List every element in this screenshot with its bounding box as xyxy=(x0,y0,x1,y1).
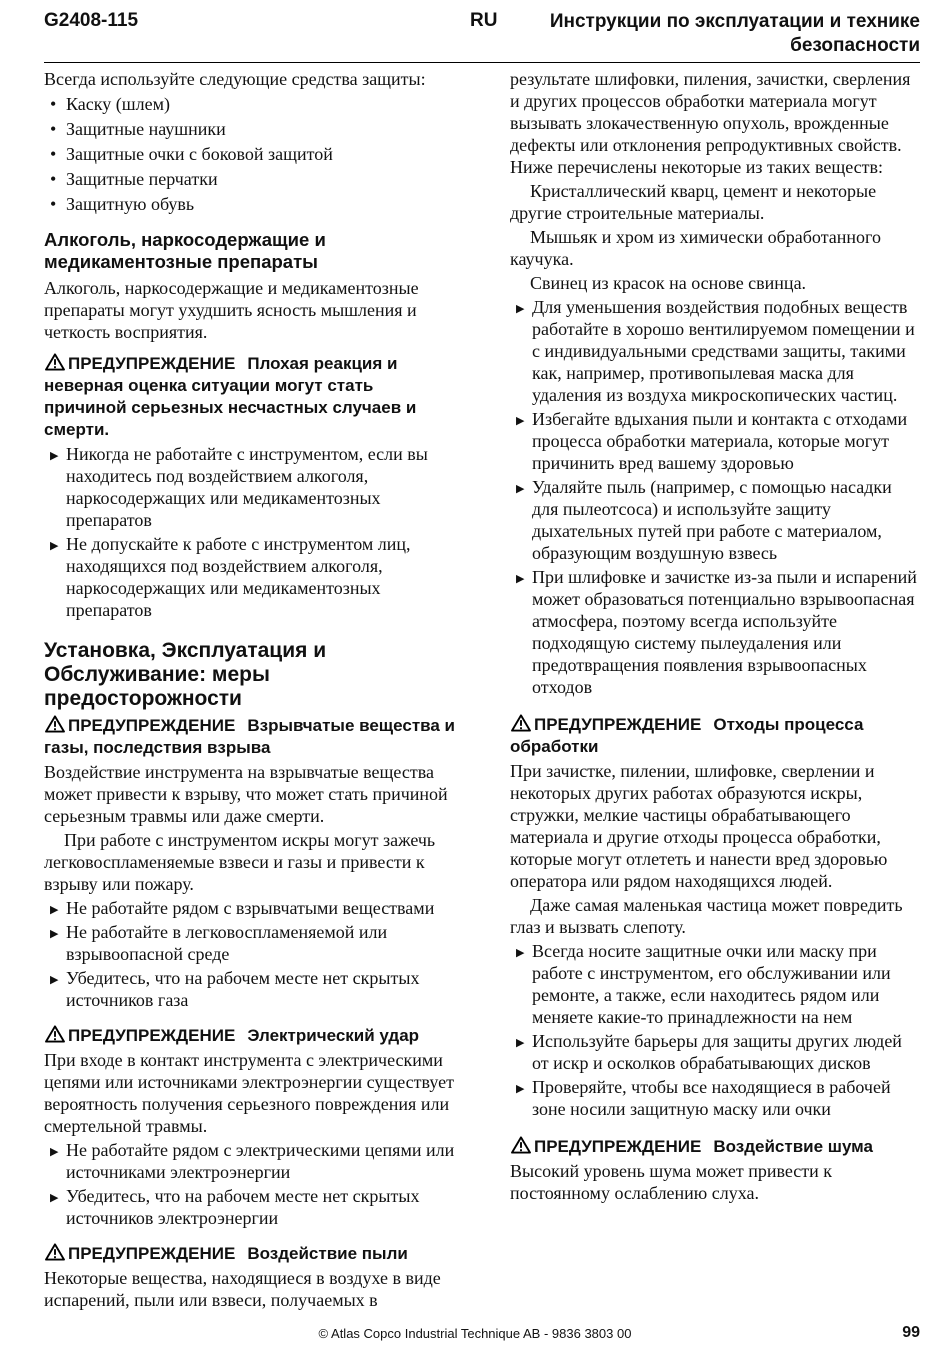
warning-triangle-icon xyxy=(44,1025,66,1043)
dust-list xyxy=(510,296,920,698)
dust-substance-3: Свинец из красок на основе свинца. xyxy=(530,273,807,293)
arrow-bullet-icon: ▶ xyxy=(516,415,525,427)
dust-substance-1: Кристаллический кварц, цемент и некоторые другие строительные материалы. xyxy=(510,181,877,223)
page-number: 99 xyxy=(902,1324,920,1341)
alcohol-list xyxy=(44,443,460,621)
warning-triangle-icon xyxy=(510,1136,532,1154)
warning-text: Электрический удар xyxy=(247,1026,420,1045)
arrow-bullet-icon: ▶ xyxy=(50,974,59,986)
list-item: ▶ Убедитесь, что на рабочем месте нет скрытых источников газа xyxy=(50,968,420,1010)
arrow-bullet-icon: ▶ xyxy=(50,540,59,552)
warning-word: ПРЕДУПРЕЖДЕНИЕ xyxy=(68,354,236,373)
warning-alcohol xyxy=(44,353,460,441)
section-heading-alcohol: Алкоголь, наркосодержащие и медикаментозные препараты xyxy=(44,229,326,272)
list-item: • Защитные очки с боковой защитой xyxy=(44,142,460,167)
warning-text: Взрывчатые вещества и газы, последствия взрыва xyxy=(44,716,456,757)
bullet-dot: • xyxy=(50,94,57,114)
dust-substance-2: Мышьяк и хром из химически обработанного каучука. xyxy=(510,227,881,269)
list-item: ▶ Используйте барьеры для защиты других людей от искр и осколков обрабатывающих дисков xyxy=(516,1031,902,1073)
alcohol-text: Алкоголь, наркосодержащие и медикаментозные препараты могут ухудшить ясность мышления и четкость восприятия. xyxy=(44,278,419,342)
waste-text-2: Даже самая маленькая частица может повредить глаз и вызвать слепоту. xyxy=(510,895,903,937)
warning-waste xyxy=(510,714,920,758)
warning-noise xyxy=(510,1136,920,1158)
list-item: ▶ Всегда носите защитные очки или маску при работе с инструментом, его обслуживании или ремонте, а также, если находитесь рядом или меняете какие-то принадлежности на нем xyxy=(516,941,891,1027)
list-item: ▶ Удаляйте пыль (например, с помощью насадки для пылеотсоса) и используйте защиту дыхательных путей при работе с материалом, образующим воздушную взвесь xyxy=(516,477,892,563)
warning-triangle-icon xyxy=(510,714,532,732)
left-column xyxy=(44,68,460,1313)
explosive-list xyxy=(44,897,460,1011)
arrow-bullet-icon: ▶ xyxy=(516,303,525,315)
list-item: ▶ Проверяйте, чтобы все находящиеся в рабочей зоне носили защитную маску или очки xyxy=(516,1077,891,1119)
list-item: • Защитные перчатки xyxy=(44,167,460,192)
bullet-dot: • xyxy=(50,144,57,164)
list-item: ▶ Не допускайте к работе с инструментом лиц, находящихся под воздействием алкоголя, наркосодержащих или медикаментозных препаратов xyxy=(50,534,411,620)
language-code: RU xyxy=(470,10,498,31)
page-title: Инструкции по эксплуатации и технике безопасности xyxy=(549,11,920,56)
arrow-bullet-icon: ▶ xyxy=(516,1083,525,1095)
electric-list xyxy=(44,1139,460,1229)
warning-word: ПРЕДУПРЕЖДЕНИЕ xyxy=(68,1244,236,1263)
warning-word: ПРЕДУПРЕЖДЕНИЕ xyxy=(534,1137,702,1156)
arrow-bullet-icon: ▶ xyxy=(50,904,59,916)
waste-list xyxy=(510,940,920,1120)
section-heading-install: Установка, Эксплуатация и Обслуживание: меры предосторожности xyxy=(44,639,327,710)
bullet-dot: • xyxy=(50,194,57,214)
footer-copyright: © Atlas Copco Industrial Technique AB - 9836 3803 00 xyxy=(318,1326,632,1341)
ppe-list xyxy=(44,92,460,217)
warning-text: Отходы процесса обработки xyxy=(510,715,864,756)
ppe-intro: Всегда используйте следующие средства защиты: xyxy=(44,69,426,89)
warning-triangle-icon xyxy=(44,715,66,733)
list-item: ▶ Не работайте рядом с взрывчатыми веществами xyxy=(44,897,460,919)
bullet-dot: • xyxy=(50,119,57,139)
arrow-bullet-icon: ▶ xyxy=(516,947,525,959)
warning-word: ПРЕДУПРЕЖДЕНИЕ xyxy=(68,1026,236,1045)
warning-triangle-icon xyxy=(44,353,66,371)
warning-explosive xyxy=(44,715,460,759)
warning-word: ПРЕДУПРЕЖДЕНИЕ xyxy=(68,716,236,735)
list-item: ▶ Не работайте рядом с электрическими цепями или источниками электроэнергии xyxy=(50,1140,455,1182)
list-item: ▶ Для уменьшения воздействия подобных веществ работайте в хорошо вентилируемом помещении и с индивидуальными средствами защиты, такими как, например, противопылевая маска для удаления из воздуха микроскопических частиц. xyxy=(516,297,915,405)
warning-electric xyxy=(44,1025,460,1047)
explosive-text-1: Воздействие инструмента на взрывчатые вещества может привести к взрыву, что может стать причиной серьезным травмы или даже смерти. xyxy=(44,762,448,826)
electric-text: При входе в контакт инструмента с электрическими цепями или источниками электроэнергии существует вероятность получения серьезного повреждения или смертельной травмы. xyxy=(44,1050,454,1136)
warning-word: ПРЕДУПРЕЖДЕНИЕ xyxy=(534,715,702,734)
list-item: ▶ Избегайте вдыхания пыли и контакта с отходами процесса обработки материала, которые могут причинить вред вашему здоровью xyxy=(516,409,908,473)
warning-dust xyxy=(44,1243,460,1265)
list-item: ▶ Не работайте в легковоспламеняемой или взрывоопасной среде xyxy=(50,922,388,964)
waste-text-1: При зачистке, пилении, шлифовке, сверлении и некоторых других работах образуются искры, стружки, мелкие частицы обрабатывающего материала и другие отходы процесса обработки, которые могут отлететь и нанести вред здоровью оператора или рядом находящихся людей. xyxy=(510,761,888,891)
dust-text-start: Некоторые вещества, находящиеся в воздухе в виде испарений, пыли или взвеси, получаемых в xyxy=(44,1268,441,1310)
warning-text: Воздействие пыли xyxy=(247,1244,408,1263)
bullet-dot: • xyxy=(50,169,57,189)
arrow-bullet-icon: ▶ xyxy=(50,450,59,462)
warning-triangle-icon xyxy=(44,1243,66,1261)
arrow-bullet-icon: ▶ xyxy=(50,1146,59,1158)
arrow-bullet-icon: ▶ xyxy=(50,1192,59,1204)
list-item: ▶ Никогда не работайте с инструментом, если вы находитесь под воздействием алкоголя, наркосодержащих или медикаментозных препаратов xyxy=(50,444,428,530)
warning-text: Плохая реакция и неверная оценка ситуации могут стать причиной серьезных несчастных случаев и смерти. xyxy=(44,354,417,439)
warning-text: Воздействие шума xyxy=(713,1137,873,1156)
list-item: • Каску (шлем) xyxy=(44,92,460,117)
list-item: • Защитную обувь xyxy=(44,192,460,217)
document-code: G2408-115 xyxy=(44,10,139,31)
list-item: • Защитные наушники xyxy=(44,117,460,142)
arrow-bullet-icon: ▶ xyxy=(516,483,525,495)
header-rule xyxy=(44,62,920,63)
list-item: ▶ Убедитесь, что на рабочем месте нет скрытых источников электроэнергии xyxy=(50,1186,420,1228)
arrow-bullet-icon: ▶ xyxy=(516,573,525,585)
noise-text: Высокий уровень шума может привести к постоянному ослаблению слуха. xyxy=(510,1161,833,1203)
dust-text-continued: результате шлифовки, пиления, зачистки, сверления и других процессов обработки материала могут вызывать злокачественную опухоль, врожденные дефекты или отклонения репродуктивных свойств. Ниже перечислены некоторые из таких веществ: xyxy=(510,69,911,177)
right-column xyxy=(510,68,920,1206)
arrow-bullet-icon: ▶ xyxy=(50,928,59,940)
list-item: ▶ При шлифовке и зачистке из-за пыли и испарений может образоваться потенциально взрывоопасная атмосфера, поэтому всегда используйте подходящую систему пылеудаления или предотвращения появления взрывоопасных отходов xyxy=(516,567,917,697)
arrow-bullet-icon: ▶ xyxy=(516,1037,525,1049)
explosive-text-2: При работе с инструментом искры могут зажечь легковоспламеняемые взвеси и газы и привести к взрыву или пожару. xyxy=(44,830,436,894)
